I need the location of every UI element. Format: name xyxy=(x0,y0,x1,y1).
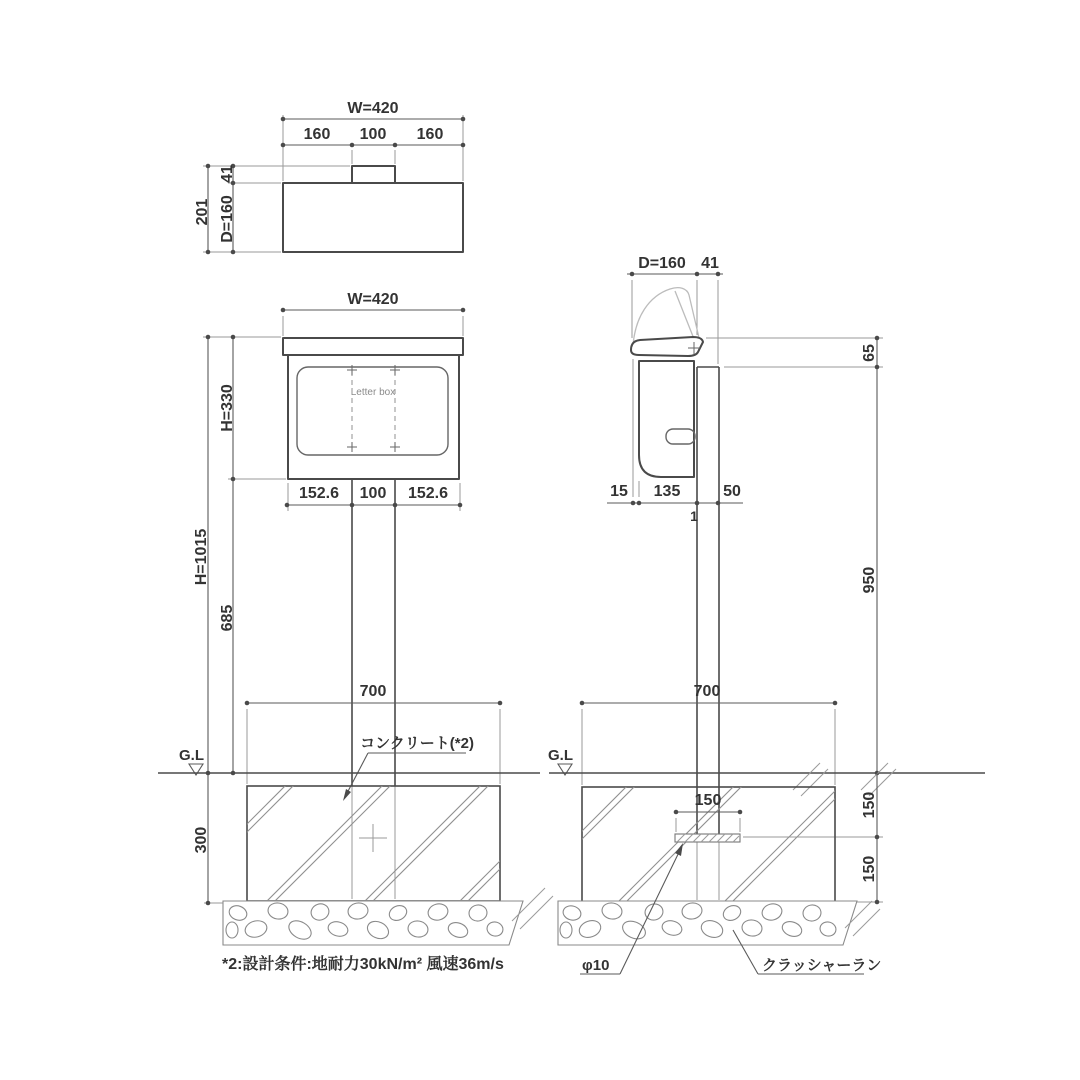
top-view xyxy=(194,100,465,254)
top-view-post-section xyxy=(352,166,395,183)
dim-top-width: W=420 xyxy=(347,100,399,117)
dim-front-seg-mid: 100 xyxy=(359,485,387,502)
dim-side-embed-lower: 150 xyxy=(861,855,878,883)
dim-front-seg-right: 152.6 xyxy=(407,485,449,502)
dim-side-lid-front: 15 xyxy=(610,483,628,500)
side-view-lid xyxy=(631,337,703,356)
dim-front-footing-depth: 300 xyxy=(193,826,210,854)
front-view-box-body xyxy=(288,355,459,479)
dim-front-post-exposed: 685 xyxy=(219,604,236,632)
dim-side-post-depth: 50 xyxy=(723,483,741,500)
side-footing-hatch xyxy=(505,780,854,908)
dim-top-seg-left: 160 xyxy=(303,126,331,143)
dim-front-width: W=420 xyxy=(347,291,399,308)
front-footing-hatch xyxy=(165,780,589,906)
side-view-box-body xyxy=(639,361,694,477)
dim-side-footing-width: 700 xyxy=(693,683,721,700)
front-view-lid xyxy=(283,338,463,355)
dim-front-footing-width: 700 xyxy=(359,683,387,700)
dim-side-embed-upper: 150 xyxy=(861,791,878,819)
dim-side-body-depth: 135 xyxy=(653,483,681,500)
dim-top-box-depth: D=160 xyxy=(219,195,236,243)
dim-side-gap: 1 xyxy=(690,508,698,524)
anchor-label: φ10 xyxy=(582,957,610,974)
dim-front-total-height: H=1015 xyxy=(193,528,210,586)
dim-front-box-height: H=330 xyxy=(219,384,236,432)
ground-label-left: G.L xyxy=(179,747,204,764)
gravel-label: クラッシャーラン xyxy=(762,957,882,974)
side-view-anchor-bar xyxy=(675,834,740,842)
dim-side-box-depth: D=160 xyxy=(638,255,686,272)
letter-box-label: Letter box xyxy=(350,387,396,398)
dim-side-lid-rise: 65 xyxy=(861,344,878,362)
anchor-leader-arrow xyxy=(675,843,683,856)
front-footing-center-mark xyxy=(359,824,387,852)
ground-break-marks xyxy=(793,763,896,796)
front-view xyxy=(158,291,589,945)
dim-top-total-depth: 201 xyxy=(194,198,211,226)
dim-top-seg-right: 160 xyxy=(416,126,444,143)
dim-top-post-offset: 41 xyxy=(219,165,236,183)
dim-top-seg-mid: 100 xyxy=(359,126,387,143)
dim-side-post-back: 41 xyxy=(701,255,719,272)
concrete-label: コンクリート(*2) xyxy=(360,735,474,752)
side-view-gravel xyxy=(558,901,880,945)
concrete-leader-arrow xyxy=(343,789,351,801)
ground-label-right: G.L xyxy=(548,747,573,764)
dim-side-post-height: 950 xyxy=(861,566,878,594)
front-view-gravel xyxy=(223,888,553,945)
dim-front-seg-left: 152.6 xyxy=(298,485,340,502)
dim-side-anchor-width: 150 xyxy=(694,792,722,809)
side-view xyxy=(505,255,985,974)
top-view-box-body xyxy=(283,183,463,252)
design-conditions-note: *2:設計条件:地耐力30kN/m² 風速36m/s xyxy=(222,956,504,973)
notes xyxy=(222,954,504,973)
